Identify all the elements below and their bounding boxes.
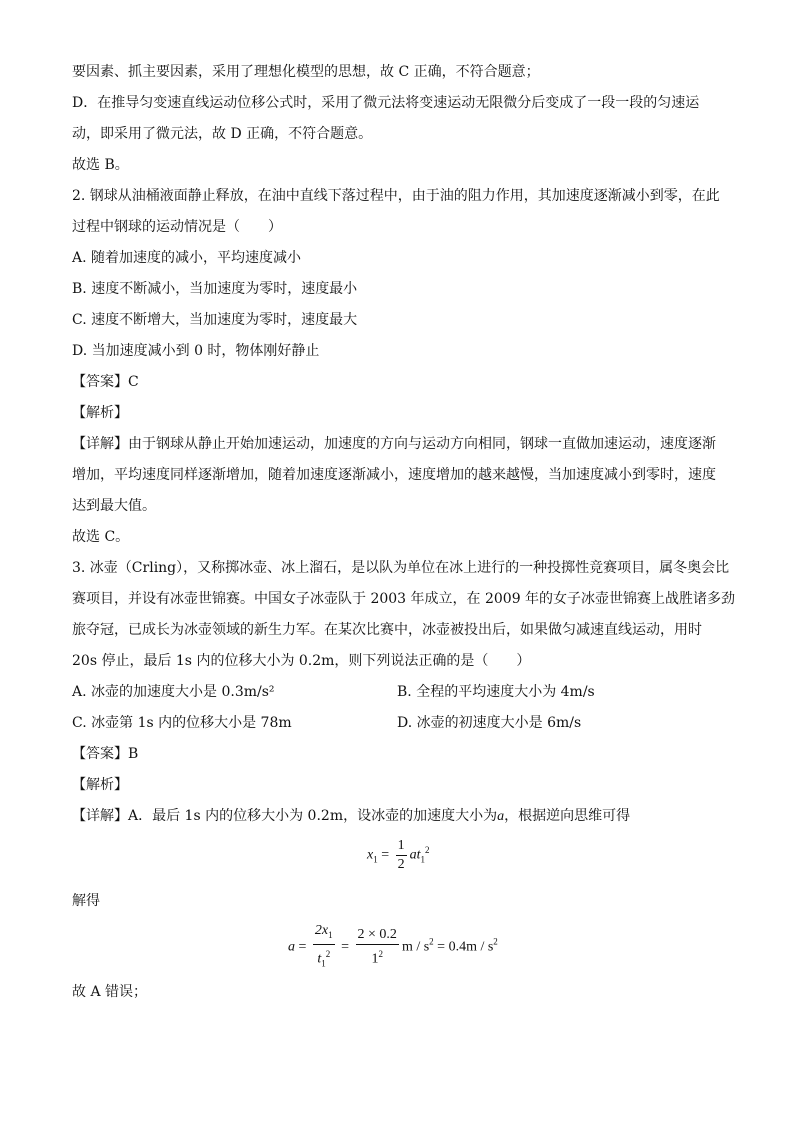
question-3-stem: 20s 停止，最后 1s 内的位移大小为 0.2m，则下列说法正确的是（ ） — [72, 653, 531, 669]
question-3-stem: 赛项目，并设有冰壶世锦赛。中国女子冰壶队于 2003 年成立，在 2009 年的女子冰壶世锦赛上战胜诸多劲 — [72, 591, 736, 607]
option-c: C. 速度不断增大，当加速度为零时，速度最大 — [72, 312, 358, 328]
explanation-line — [72, 806, 724, 826]
fraction: $\frac{2 \times 0.2}{1^2}$ — [357, 926, 397, 967]
question-3-stem: 旅夺冠，已成长为冰壶领域的新生力军。在某次比赛中，冰壶被投出后，如果做匀减速直线运动，用时 — [72, 622, 702, 638]
explanation-line: 增加，平均速度同样逐渐增加，随着加速度逐渐减小，速度增加的越来越慢，当加速度减小到零时，速度 — [72, 467, 716, 483]
equation-displacement: $x_1$ = $\frac{1}{2}$ $at_1^2$ — [367, 838, 430, 872]
equation-acceleration: a = $\frac{2x_1}{t_1^2}$ = $\frac{2 \times 0.2}{1^2}$ $m / s^2 = 0.4m / s^2$ — [72, 922, 724, 970]
options-row — [72, 682, 724, 702]
question-2-stem: 过程中钢球的运动情况是（ ） — [72, 219, 282, 235]
text-line: 动，即采用了微元法，故 D 正确，不符合题意。 — [72, 126, 373, 142]
text-line: 解得 — [72, 893, 100, 909]
analysis-label: 【解析】 — [72, 405, 128, 421]
analysis-label: 【解析】 — [72, 777, 128, 793]
fraction: $\frac{2x_1}{t_1^2}$ — [314, 923, 333, 969]
conclusion-line: 故 A 错误； — [72, 984, 148, 1000]
conclusion-line: 故选 C。 — [72, 529, 130, 545]
explanation-line: 达到最大值。 — [72, 498, 156, 514]
answer-label: 【答案】B — [72, 746, 139, 762]
option-d: D. 冰壶的初速度大小是 6m/s — [397, 715, 582, 731]
option-a: A. 随着加速度的减小，平均速度减小 — [72, 250, 302, 266]
document-page — [72, 62, 736, 1013]
text-line: 要因素、抓主要因素，采用了理想化模型的思想，故 C 正确，不符合题意； — [72, 64, 540, 80]
text-line: D．在推导匀变速直线运动位移公式时，采用了微元法将变速运动无限微分后变成了一段一段的匀速运 — [72, 95, 700, 111]
option-b: B. 全程的平均速度大小为 4m/s — [397, 684, 595, 700]
explanation-text: ，根据逆向思维可得 — [504, 808, 631, 824]
fraction: $\frac{1}{2}$ — [397, 838, 405, 872]
question-2-stem: 2. 钢球从油桶液面静止释放，在油中直线下落过程中，由于油的阻力作用，其加速度逐渐减小到零，在此 — [72, 188, 720, 204]
explanation-text: 【详解】A．最后 1s 内的位移大小为 0.2m，设冰壶的加速度大小为 — [72, 808, 498, 824]
question-3-stem: 3. 冰壶（Crling），又称掷冰壶、冰上溜石，是以队为单位在冰上进行的一种投掷性竞赛项目，属冬奥会比 — [72, 560, 730, 576]
options-row — [72, 713, 724, 733]
option-a: A. 冰壶的加速度大小是 0.3m/s² — [72, 684, 275, 700]
option-c: C. 冰壶第 1s 内的位移大小是 78m — [72, 715, 292, 731]
explanation-line: 【详解】由于钢球从静止开始加速运动，加速度的方向与运动方向相同，钢球一直做加速运动，速度逐渐 — [72, 436, 716, 452]
option-d: D. 当加速度减小到 0 时，物体刚好静止 — [72, 343, 320, 359]
answer-label: 【答案】C — [72, 374, 139, 390]
variable-a: a — [497, 809, 505, 824]
conclusion-line: 故选 B。 — [72, 157, 129, 173]
option-b: B. 速度不断减小，当加速度为零时，速度最小 — [72, 281, 358, 297]
